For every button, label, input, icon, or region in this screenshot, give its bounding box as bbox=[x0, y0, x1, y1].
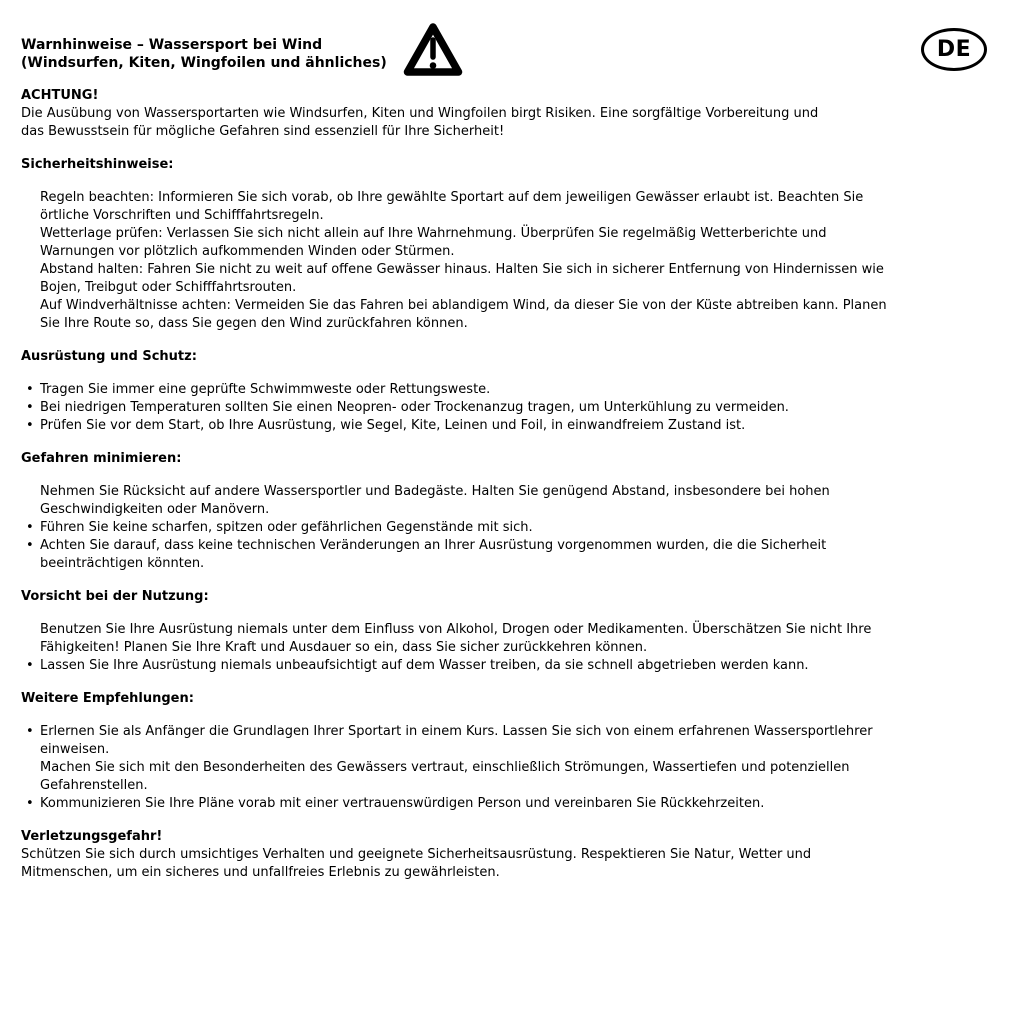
list-item: • Achten Sie darauf, dass keine technischen Veränderungen an Ihrer Ausrüstung vorgenommen wurden, die die Sicherheit beeinträchtigen könnten. bbox=[21, 537, 1000, 573]
list-item: • Prüfen Sie vor dem Start, ob Ihre Ausrüstung, wie Segel, Kite, Leinen und Foil, in einwandfreiem Zustand ist. bbox=[21, 417, 1000, 435]
list-item: • Lassen Sie Ihre Ausrüstung niemals unbeaufsichtigt auf dem Wasser treiben, da sie schnell abgetrieben werden kann. bbox=[21, 657, 1000, 675]
list-item: • Erlernen Sie als Anfänger die Grundlagen Ihrer Sportart in einem Kurs. Lassen Sie sich von einem erfahrenen Wassersportlehrer einweisen. bbox=[21, 723, 1000, 759]
bullet-list-ausruestung bbox=[21, 381, 1000, 435]
list-item: • Bei niedrigen Temperaturen sollten Sie einen Neopren- oder Trockenanzug tragen, um Unterkühlung zu vermeiden. bbox=[21, 399, 1000, 417]
language-badge bbox=[921, 28, 987, 71]
document-title bbox=[21, 36, 1000, 72]
section-heading-sicherheitshinweise: Sicherheitshinweise: bbox=[21, 157, 174, 172]
section-vorsicht-bei-der-nutzung bbox=[21, 588, 1000, 675]
section-achtung bbox=[21, 87, 1000, 141]
list-item: Abstand halten: Fahren Sie nicht zu weit auf offene Gewässer hinaus. Halten Sie sich in sicherer Entfernung von Hindernissen wie Bojen, Treibgut oder Schifffahrtsrouten. bbox=[40, 262, 884, 295]
title-line-2: (Windsurfen, Kiten, Wingfoilen und ähnliches) bbox=[21, 55, 387, 71]
section-heading-vorsicht: Vorsicht bei der Nutzung: bbox=[21, 589, 209, 604]
title-line-1: Warnhinweise – Wassersport bei Wind bbox=[21, 37, 323, 53]
warning-triangle-icon bbox=[403, 21, 463, 78]
section-ausruestung-und-schutz bbox=[21, 348, 1000, 435]
list-item: Wetterlage prüfen: Verlassen Sie sich nicht allein auf Ihre Wahrnehmung. Überprüfen Sie regelmäßig Wetterberichte und Warnungen vor plötzlich aufkommenden Winden oder Stürmen. bbox=[40, 226, 827, 259]
section-paragraph-achtung: Die Ausübung von Wassersportarten wie Windsurfen, Kiten und Wingfoilen birgt Risiken. Eine sorgfältige Vorbereitung und das Bewusstsein für mögliche Gefahren sind essenziell für Ihre Sicherheit! bbox=[21, 106, 819, 139]
list-item: Nehmen Sie Rücksicht auf andere Wassersportler und Badegäste. Halten Sie genügend Abstand, insbesondere bei hohen Geschwindigkeiten oder Manövern. bbox=[40, 484, 830, 517]
list-item: Machen Sie sich mit den Besonderheiten des Gewässers vertraut, einschließlich Strömungen, Wassertiefen und potenziellen Gefahrenstellen. bbox=[40, 760, 850, 793]
list-item: • Führen Sie keine scharfen, spitzen oder gefährlichen Gegenstände mit sich. bbox=[21, 519, 1000, 537]
section-weitere-empfehlungen bbox=[21, 690, 1000, 813]
document-header bbox=[21, 36, 1000, 72]
section-gefahren-minimieren bbox=[21, 450, 1000, 573]
section-heading-verletzungsgefahr: Verletzungsgefahr! bbox=[21, 829, 163, 844]
plain-list-sicherheitshinweise bbox=[21, 189, 1000, 333]
section-sicherheitshinweise bbox=[21, 156, 1000, 333]
section-heading-weitere: Weitere Empfehlungen: bbox=[21, 691, 194, 706]
mixed-list-gefahren bbox=[21, 483, 1000, 573]
section-paragraph-verletzungsgefahr: Schützen Sie sich durch umsichtiges Verhalten und geeignete Sicherheitsausrüstung. Respektieren Sie Natur, Wetter und Mitmenschen, um ein sicheres und unfallfreies Erlebnis zu gewährleisten. bbox=[21, 847, 812, 880]
list-item: • Tragen Sie immer eine geprüfte Schwimmweste oder Rettungsweste. bbox=[21, 381, 1000, 399]
mixed-list-weitere bbox=[21, 723, 1000, 813]
list-item: • Kommunizieren Sie Ihre Pläne vorab mit einer vertrauenswürdigen Person und vereinbaren Sie Rückkehrzeiten. bbox=[21, 795, 1000, 813]
section-heading-gefahren: Gefahren minimieren: bbox=[21, 451, 182, 466]
language-badge-label: DE bbox=[936, 36, 972, 62]
list-item: Auf Windverhältnisse achten: Vermeiden Sie das Fahren bei ablandigem Wind, da dieser Sie von der Küste abtreiben kann. Planen Sie Ihre Route so, dass Sie gegen den Wind zurückfahren können. bbox=[40, 298, 887, 331]
list-item: Regeln beachten: Informieren Sie sich vorab, ob Ihre gewählte Sportart auf dem jeweiligen Gewässer erlaubt ist. Beachten Sie örtliche Vorschriften und Schifffahrtsregeln. bbox=[40, 190, 864, 223]
section-heading-achtung: ACHTUNG! bbox=[21, 88, 99, 103]
section-verletzungsgefahr bbox=[21, 828, 1000, 882]
mixed-list-vorsicht bbox=[21, 621, 1000, 675]
section-heading-ausruestung: Ausrüstung und Schutz: bbox=[21, 349, 197, 364]
list-item: Benutzen Sie Ihre Ausrüstung niemals unter dem Einfluss von Alkohol, Drogen oder Medikamenten. Überschätzen Sie nicht Ihre Fähigkeiten! Planen Sie Ihre Kraft und Ausdauer so ein, dass Sie sicher zurückkehren können. bbox=[40, 622, 872, 655]
